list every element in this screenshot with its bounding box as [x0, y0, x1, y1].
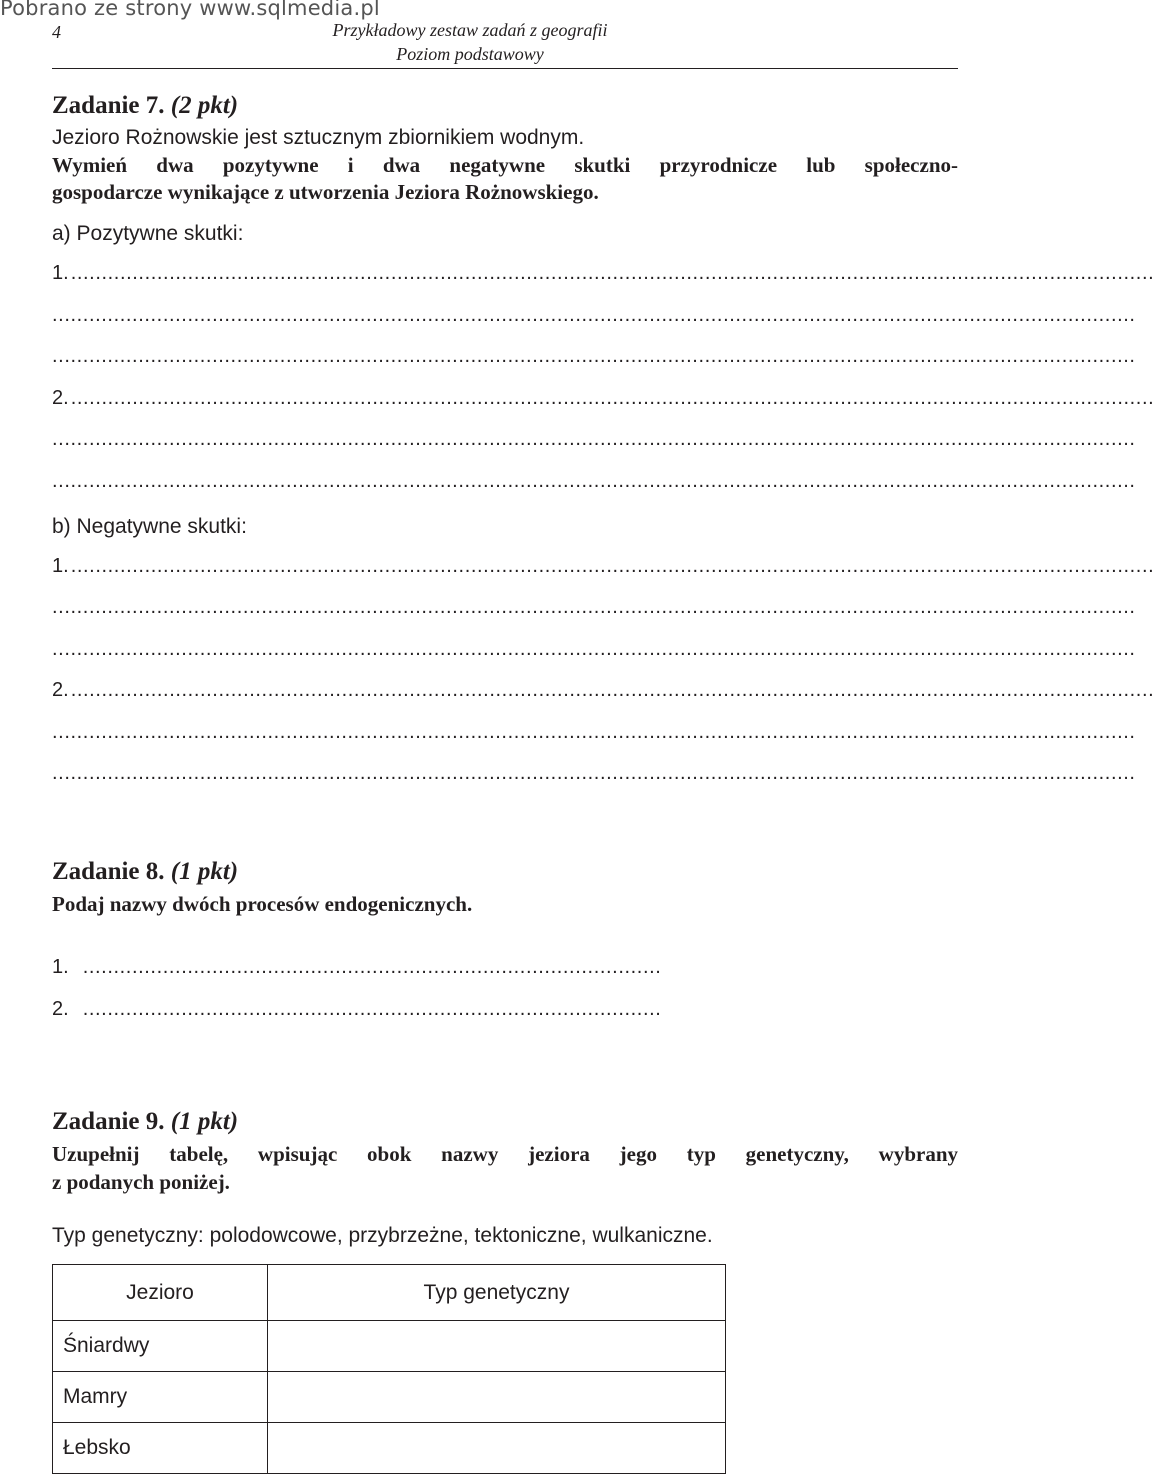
answer-line[interactable] — [52, 345, 1136, 368]
dotted-line: ................................................................................................................................................................................ — [52, 304, 1136, 326]
dotted-line: ................................................................................................................................................................................ — [52, 428, 1136, 450]
dotted-line: ................................................................................................................................................................................ — [52, 638, 1136, 660]
dotted-line: ................................................................................................................................................................................ — [52, 470, 1136, 492]
task7-heading — [52, 92, 238, 120]
header-subtitle: Poziom podstawowy — [396, 44, 544, 64]
answer-number: 2. — [52, 998, 69, 1020]
answer-number: 2. — [52, 387, 69, 409]
task7-instruction-line1: Wymień dwa pozytywne i dwa negatywne skutki przyrodnicze lub społeczno- — [52, 153, 958, 177]
dotted-line: ................................................................................................................................................................................ — [70, 262, 1154, 284]
answer-number: 1. — [52, 555, 69, 577]
dotted-line: ................................................................................................................................................................................ — [52, 721, 1136, 743]
answer-number: 2. — [52, 679, 69, 701]
table-row — [53, 1423, 726, 1474]
answer-number: 1. — [52, 262, 69, 284]
task9-heading — [52, 1108, 238, 1136]
dotted-line: .............................................................................................. — [82, 956, 662, 978]
task9-instruction-line1: Uzupełnij tabelę, wpisując obok nazwy jeziora jego typ genetyczny, wybrany — [52, 1142, 958, 1166]
dotted-line: ................................................................................................................................................................................ — [70, 679, 1154, 701]
task8-instruction: Podaj nazwy dwóch procesów endogenicznych. — [52, 892, 473, 916]
answer-line[interactable] — [52, 596, 1136, 619]
task7-intro: Jezioro Rożnowskie jest sztucznym zbiornikiem wodnym. — [52, 126, 585, 149]
task9-points: (1 pkt) — [170, 1108, 239, 1135]
genetic-types-list: Typ genetyczny: polodowcowe, przybrzeżne, tektoniczne, wulkaniczne. — [52, 1224, 713, 1247]
type-answer-cell[interactable] — [268, 1423, 726, 1474]
positive-effects-label: a) Pozytywne skutki: — [52, 222, 244, 245]
dotted-line: ................................................................................................................................................................................ — [52, 596, 1136, 618]
task8-heading — [52, 858, 238, 886]
task8-points: (1 pkt) — [170, 858, 239, 885]
answer-line[interactable] — [52, 638, 1136, 661]
table-header-row — [53, 1265, 726, 1321]
dotted-line: ................................................................................................................................................................................ — [52, 762, 1136, 784]
task8-title: Zadanie 8. — [52, 858, 165, 885]
task7-points: (2 pkt) — [170, 92, 239, 119]
answer-line[interactable] — [52, 304, 1136, 327]
answer-number: 1. — [52, 956, 69, 978]
answer-line[interactable] — [52, 998, 752, 1021]
dotted-line: ................................................................................................................................................................................ — [52, 345, 1136, 367]
dotted-line: ................................................................................................................................................................................ — [70, 555, 1154, 577]
column-header-type: Typ genetyczny — [268, 1265, 726, 1321]
negative-effects-label: b) Negatywne skutki: — [52, 515, 247, 538]
answer-line[interactable] — [52, 470, 1136, 493]
header-rule — [52, 68, 958, 69]
answer-line[interactable] — [52, 555, 1154, 578]
task7-title: Zadanie 7. — [52, 92, 165, 119]
lakes-table — [52, 1264, 726, 1474]
lake-name: Łebsko — [53, 1423, 268, 1474]
answer-line[interactable] — [52, 762, 1136, 785]
dotted-line: ................................................................................................................................................................................ — [70, 387, 1154, 409]
type-answer-cell[interactable] — [268, 1321, 726, 1372]
lake-name: Śniardwy — [53, 1321, 268, 1372]
dotted-line: .............................................................................................. — [82, 998, 662, 1020]
answer-line[interactable] — [52, 387, 1154, 410]
column-header-lake: Jezioro — [53, 1265, 268, 1321]
type-answer-cell[interactable] — [268, 1372, 726, 1423]
answer-line[interactable] — [52, 956, 752, 979]
page-number: 4 — [52, 22, 61, 42]
watermark: Pobrano ze strony www.sqlmedia.pl — [0, 0, 380, 20]
table-row — [53, 1321, 726, 1372]
task9-instruction-line2: z podanych poniżej. — [52, 1170, 230, 1194]
answer-line[interactable] — [52, 262, 1154, 285]
task7-instruction-line2: gospodarcze wynikające z utworzenia Jeziora Rożnowskiego. — [52, 180, 599, 204]
header-title: Przykładowy zestaw zadań z geografii — [332, 20, 608, 40]
answer-line[interactable] — [52, 679, 1154, 702]
lake-name: Mamry — [53, 1372, 268, 1423]
answer-line[interactable] — [52, 428, 1136, 451]
table-row — [53, 1372, 726, 1423]
task9-title: Zadanie 9. — [52, 1108, 165, 1135]
answer-line[interactable] — [52, 721, 1136, 744]
